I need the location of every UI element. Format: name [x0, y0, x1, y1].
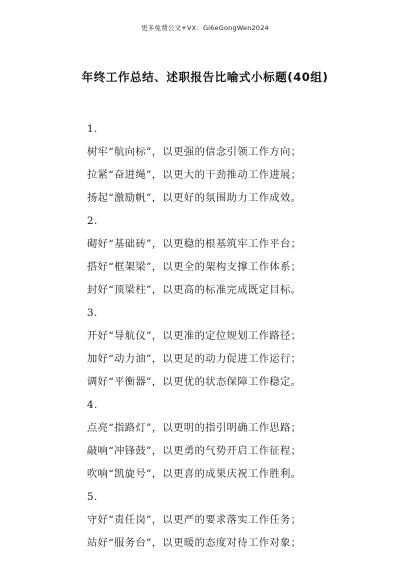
document-body: [87, 118, 337, 555]
body-line: 开好“导航仪”，以更准的定位规划工作路径；: [87, 331, 302, 342]
body-line: 扬起“激励帆”，以更好的氛围助力工作成效。: [87, 193, 302, 204]
body-line: 吹响“凯旋号”，以更喜的成果庆祝工作胜利。: [87, 469, 302, 480]
body-line: 加好“动力油”，以更足的动力促进工作运行；: [87, 354, 302, 365]
body-line: 站好“服务台”，以更暖的态度对待工作对象；: [87, 538, 302, 549]
group-number: 5.: [87, 492, 98, 503]
header-watermark: 更多免费公文+VX：Gi6eGongWen2024: [141, 24, 269, 32]
body-line: 树牢“航向标”，以更强的信念引领工作方向；: [87, 147, 302, 158]
group-number: 4.: [87, 400, 98, 411]
document-title: 年终工作总结、述职报告比喻式小标题(40组): [81, 70, 329, 84]
body-line: 敲响“冲锋鼓”，以更勇的气势开启工作征程；: [87, 446, 302, 457]
body-line: 守好“责任岗”，以更严的要求落实工作任务；: [87, 515, 302, 526]
body-line: 点亮“指路灯”，以更明的指引明确工作思路；: [87, 423, 302, 434]
body-line: 搭好“框架梁”，以更全的架构支撑工作体系；: [87, 262, 302, 273]
group-number: 3.: [87, 308, 98, 319]
group-number: 1.: [87, 124, 98, 135]
body-line: 调好“平衡器”，以更优的状态保障工作稳定。: [87, 377, 302, 388]
group-number: 2.: [87, 216, 98, 227]
body-line: 砌好“基础砖”，以更稳的根基筑牢工作平台；: [87, 239, 302, 250]
body-line: 封好“顶梁柱”，以更高的标准完成既定目标。: [87, 285, 302, 296]
body-line: 拉紧“奋进绳”，以更大的干劲推动工作进展；: [87, 170, 302, 181]
